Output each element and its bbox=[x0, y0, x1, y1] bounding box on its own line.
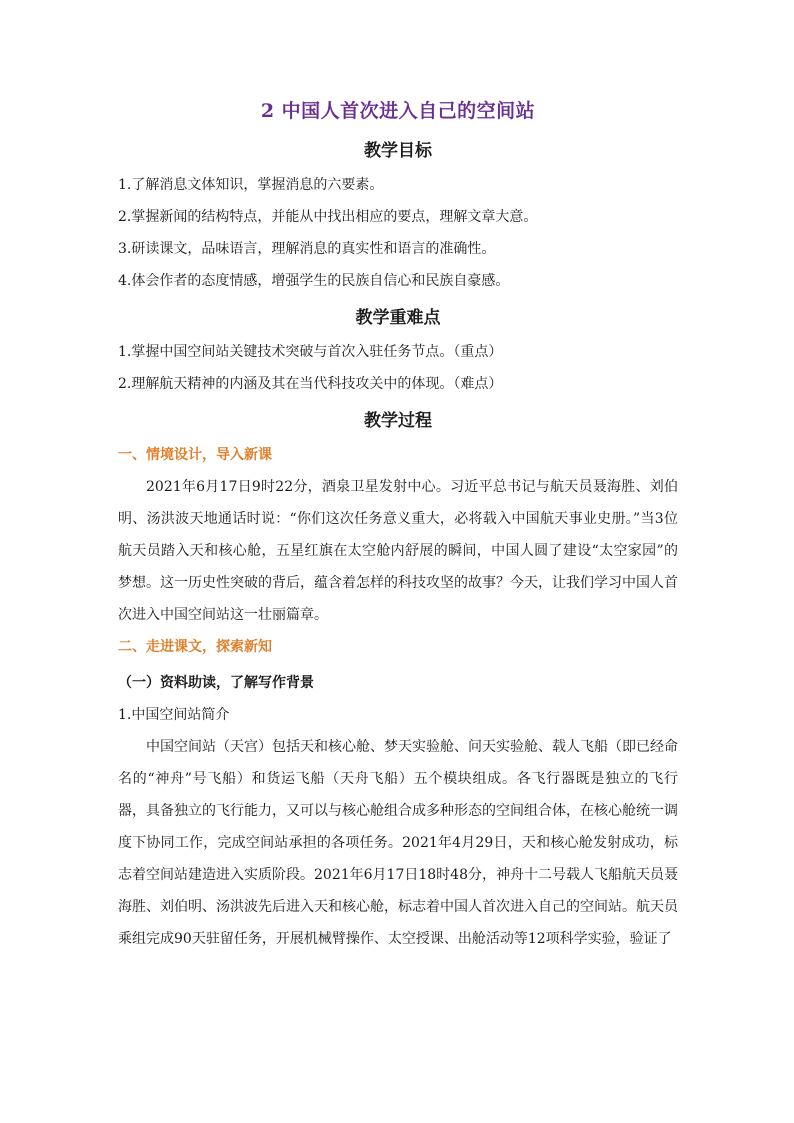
goal-item: 1.了解消息文体知识，掌握消息的六要素。 bbox=[118, 177, 384, 193]
section-1-paragraph: 2021年6月17日9时22分，酒泉卫星发射中心。习近平总书记与航天员聂海胜、刘伯明、汤洪波天地通话时说：“你们这次任务意义重大，必将载入中国航天事业史册。”当3位航天员踏入天和核心舱，五星红旗在太空舱内舒展的瞬间，中国人圆了建设“太空家园”的梦想。这一历史性突破的背后，蕴含着怎样的科技攻坚的故事？今天，让我们学习中国人首次进入中国空间站这一壮丽篇章。 bbox=[118, 479, 678, 623]
goal-item: 3.研读课文，品味语言，理解消息的真实性和语言的准确性。 bbox=[118, 241, 496, 257]
item-1-paragraph: 中国空间站（天宫）包括天和核心舱、梦天实验舱、问天实验舱、载人飞船（即已经命名的“神舟”号飞船）和货运飞船（天舟飞船）五个模块组成。各飞行器既是独立的飞行器，具备独立的飞行能力，又可以与核心舱组合成多种形态的空间组合体，在核心舱统一调度下协同工作，完成空间站承担的各项任务。2021年4月29日，天和核心舱发射成功，标志着空间站建造进入实质阶段。2021年6月17日18时48分，神舟十二号载人飞船航天员聂海胜、刘伯明、汤洪波先后进入天和核心舱，标志着中国人首次进入自己的空间站。航天员乘组完成90天驻留任务，开展机械臂操作、太空授课、出舱活动等12项科学实验，验证了 bbox=[118, 739, 678, 947]
process-heading: 教学过程 bbox=[364, 411, 432, 431]
subsection-1-title: （一）资料助读，了解写作背景 bbox=[118, 675, 314, 691]
key-points-heading: 教学重难点 bbox=[355, 308, 441, 328]
goal-item: 4.体会作者的态度情感，增强学生的民族自信心和民族自豪感。 bbox=[118, 273, 510, 289]
document-title: 2 中国人首次进入自己的空间站 bbox=[260, 100, 536, 122]
document-page bbox=[118, 96, 678, 955]
item-1-title: 1.中国空间站简介 bbox=[118, 707, 230, 723]
section-2-title: 二、走进课文，探索新知 bbox=[118, 639, 272, 655]
key-point-item: 2.理解航天精神的内涵及其在当代科技攻关中的体现。（难点） bbox=[118, 376, 503, 392]
key-point-item: 1.掌握中国空间站关键技术突破与首次入驻任务节点。（重点） bbox=[118, 344, 503, 360]
section-1-title: 一、情境设计，导入新课 bbox=[118, 447, 272, 463]
goal-item: 2.掌握新闻的结构特点，并能从中找出相应的要点，理解文章大意。 bbox=[118, 209, 538, 225]
goals-heading: 教学目标 bbox=[364, 141, 432, 161]
